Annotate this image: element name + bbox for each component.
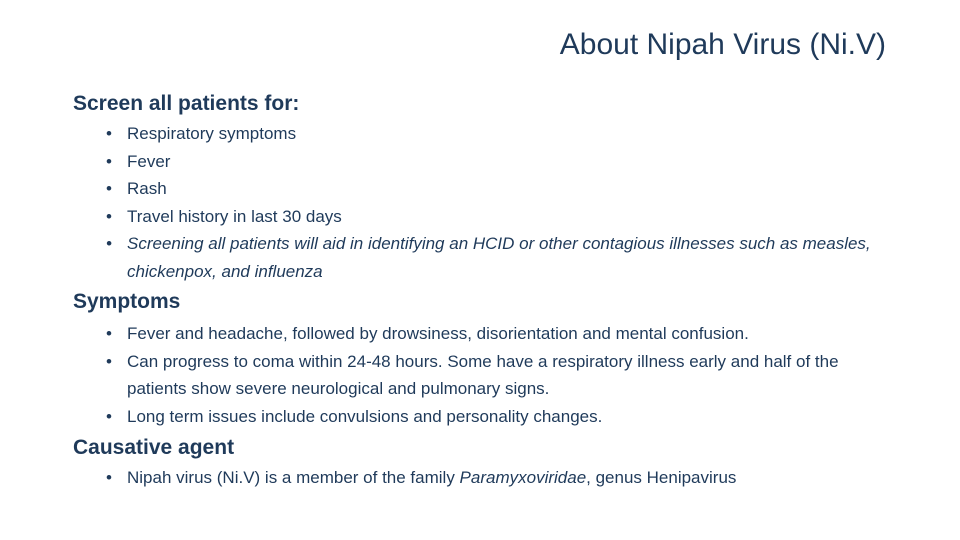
list-item [106,464,896,492]
screening-list [106,120,896,286]
list-item: • Screening all patients will aid in identifying an HCID or other contagious illnesses such as measles, chickenpox, and influenza [106,230,896,285]
causative-text-before: Nipah virus (Ni.V) is a member of the family [127,468,460,487]
list-item: • Rash [106,175,896,203]
family-name: Paramyxoviridae [459,468,587,487]
list-item: • Fever [106,148,896,176]
list-item: • Respiratory symptoms [106,120,896,148]
list-item: • Fever and headache, followed by drowsiness, disorientation and mental confusion. [106,320,896,348]
list-item: • Long term issues include convulsions and personality changes. [106,403,896,431]
slide-title: About Nipah Virus (Ni.V) [559,28,886,61]
causative-agent-list [106,464,896,492]
list-item: • Can progress to coma within 24-48 hours. Some have a respiratory illness early and half of the patients show severe neurological and pulmonary signs. [106,348,896,403]
list-item: • Travel history in last 30 days [106,203,896,231]
section-heading-symptoms: Symptoms [73,290,181,313]
section-heading-causative-agent: Causative agent [73,436,235,459]
symptoms-list [106,320,896,430]
section-heading-screening: Screen all patients for: [73,92,300,115]
causative-text-after: , genus Henipavirus [586,468,737,487]
